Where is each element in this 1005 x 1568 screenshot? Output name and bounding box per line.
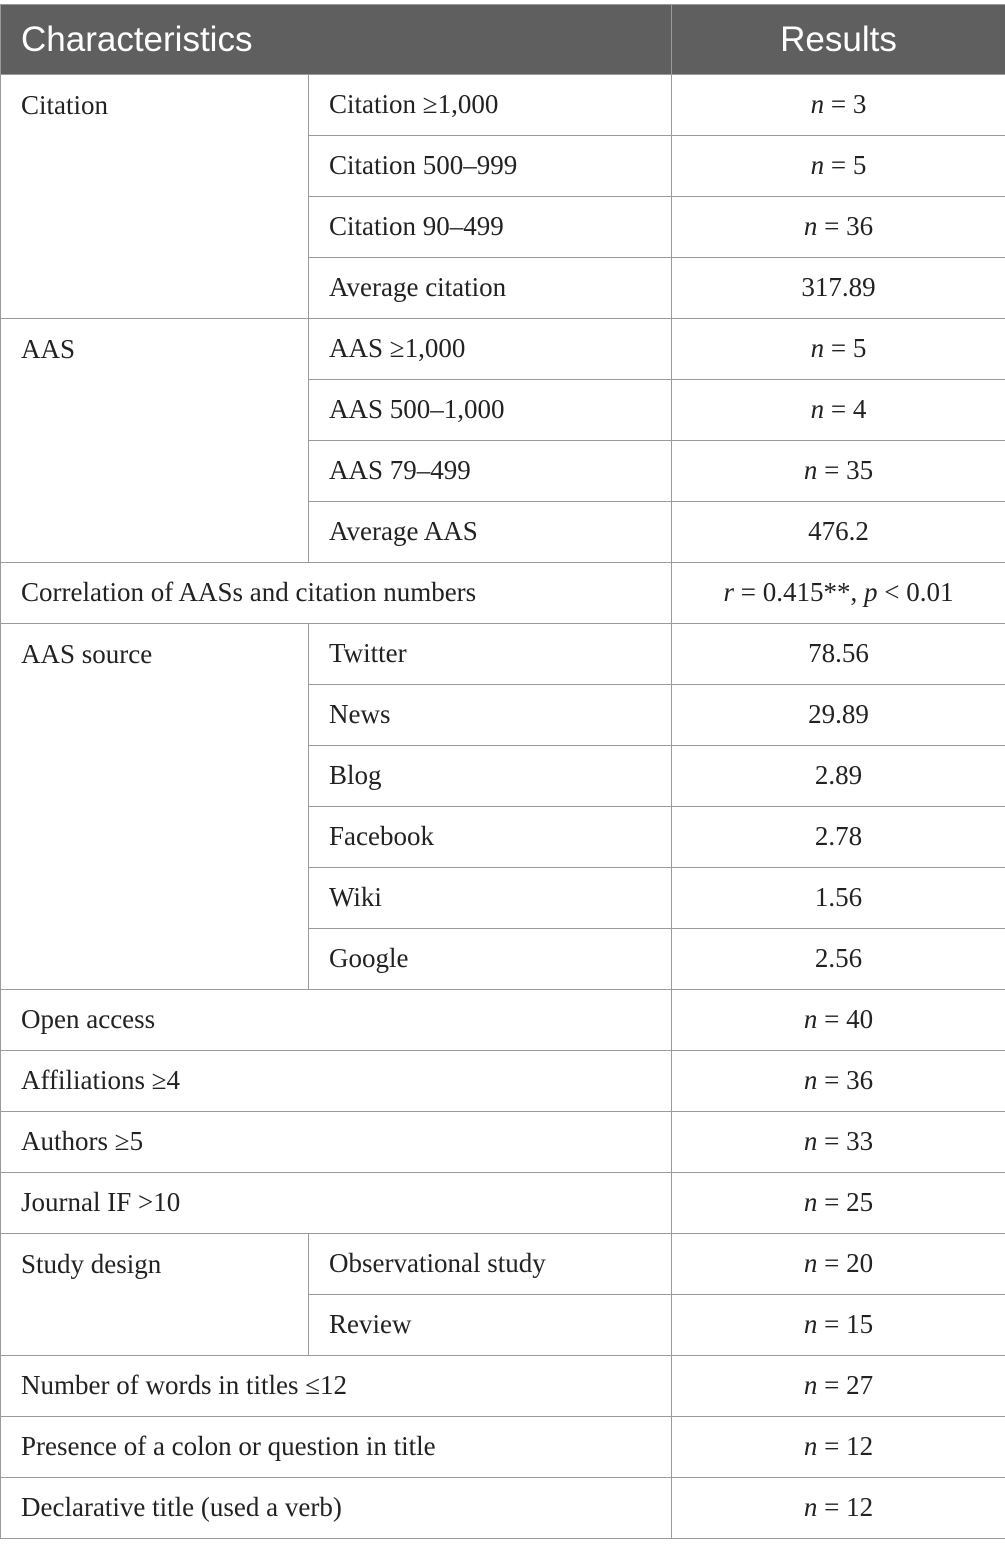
row-value: n = 5 — [672, 136, 1005, 197]
header-row — [1, 5, 1005, 75]
row-value: n = 3 — [672, 75, 1005, 136]
row-label: Wiki — [309, 868, 672, 929]
row-value: n = 36 — [672, 1051, 1005, 1112]
row-value: n = 25 — [672, 1173, 1005, 1234]
row-value: n = 36 — [672, 197, 1005, 258]
row-label: Citation 500–999 — [309, 136, 672, 197]
row-value: n = 12 — [672, 1417, 1005, 1478]
row-label: Citation 90–499 — [309, 197, 672, 258]
row-value: 29.89 — [672, 685, 1005, 746]
table-row — [1, 1417, 1005, 1478]
row-value: n = 4 — [672, 380, 1005, 441]
table-row — [1, 624, 1005, 685]
row-label: Blog — [309, 746, 672, 807]
table-row — [1, 1356, 1005, 1417]
row-label: AAS 79–499 — [309, 441, 672, 502]
header-results: Results — [672, 5, 1005, 75]
row-label: Observational study — [309, 1234, 672, 1295]
row-label: Citation ≥1,000 — [309, 75, 672, 136]
row-value: 1.56 — [672, 868, 1005, 929]
row-value: n = 27 — [672, 1356, 1005, 1417]
row-value: n = 20 — [672, 1234, 1005, 1295]
table-row — [1, 319, 1005, 380]
row-value: 2.89 — [672, 746, 1005, 807]
row-label: Twitter — [309, 624, 672, 685]
table-row — [1, 563, 1005, 624]
group-label-citation: Citation — [1, 75, 309, 319]
row-value: n = 33 — [672, 1112, 1005, 1173]
correlation-value: r = 0.415**, p < 0.01 — [672, 563, 1005, 624]
row-value: n = 12 — [672, 1478, 1005, 1539]
row-label: News — [309, 685, 672, 746]
table-row — [1, 990, 1005, 1051]
row-value: 476.2 — [672, 502, 1005, 563]
row-value: 2.56 — [672, 929, 1005, 990]
group-label-aas-source: AAS source — [1, 624, 309, 990]
table-row — [1, 1051, 1005, 1112]
row-label: Open access — [1, 990, 672, 1051]
table-row — [1, 1234, 1005, 1295]
group-label-aas: AAS — [1, 319, 309, 563]
row-value: n = 40 — [672, 990, 1005, 1051]
row-value: n = 15 — [672, 1295, 1005, 1356]
row-label: Presence of a colon or question in title — [1, 1417, 672, 1478]
characteristics-results-table — [0, 4, 1005, 1539]
row-label: Average AAS — [309, 502, 672, 563]
row-value: 78.56 — [672, 624, 1005, 685]
row-value: n = 35 — [672, 441, 1005, 502]
row-label: Journal IF >10 — [1, 1173, 672, 1234]
row-label: Affiliations ≥4 — [1, 1051, 672, 1112]
row-value: 317.89 — [672, 258, 1005, 319]
row-label: AAS 500–1,000 — [309, 380, 672, 441]
row-label: Declarative title (used a verb) — [1, 1478, 672, 1539]
row-label: Correlation of AASs and citation numbers — [1, 563, 672, 624]
table-row — [1, 1112, 1005, 1173]
group-label-study-design: Study design — [1, 1234, 309, 1356]
row-label: Review — [309, 1295, 672, 1356]
row-label: Facebook — [309, 807, 672, 868]
table-row — [1, 1478, 1005, 1539]
row-label: AAS ≥1,000 — [309, 319, 672, 380]
table-row — [1, 1173, 1005, 1234]
header-characteristics: Characteristics — [1, 5, 672, 75]
row-value: 2.78 — [672, 807, 1005, 868]
row-label: Authors ≥5 — [1, 1112, 672, 1173]
row-label: Average citation — [309, 258, 672, 319]
row-value: n = 5 — [672, 319, 1005, 380]
row-label: Number of words in titles ≤12 — [1, 1356, 672, 1417]
table-row — [1, 75, 1005, 136]
row-label: Google — [309, 929, 672, 990]
